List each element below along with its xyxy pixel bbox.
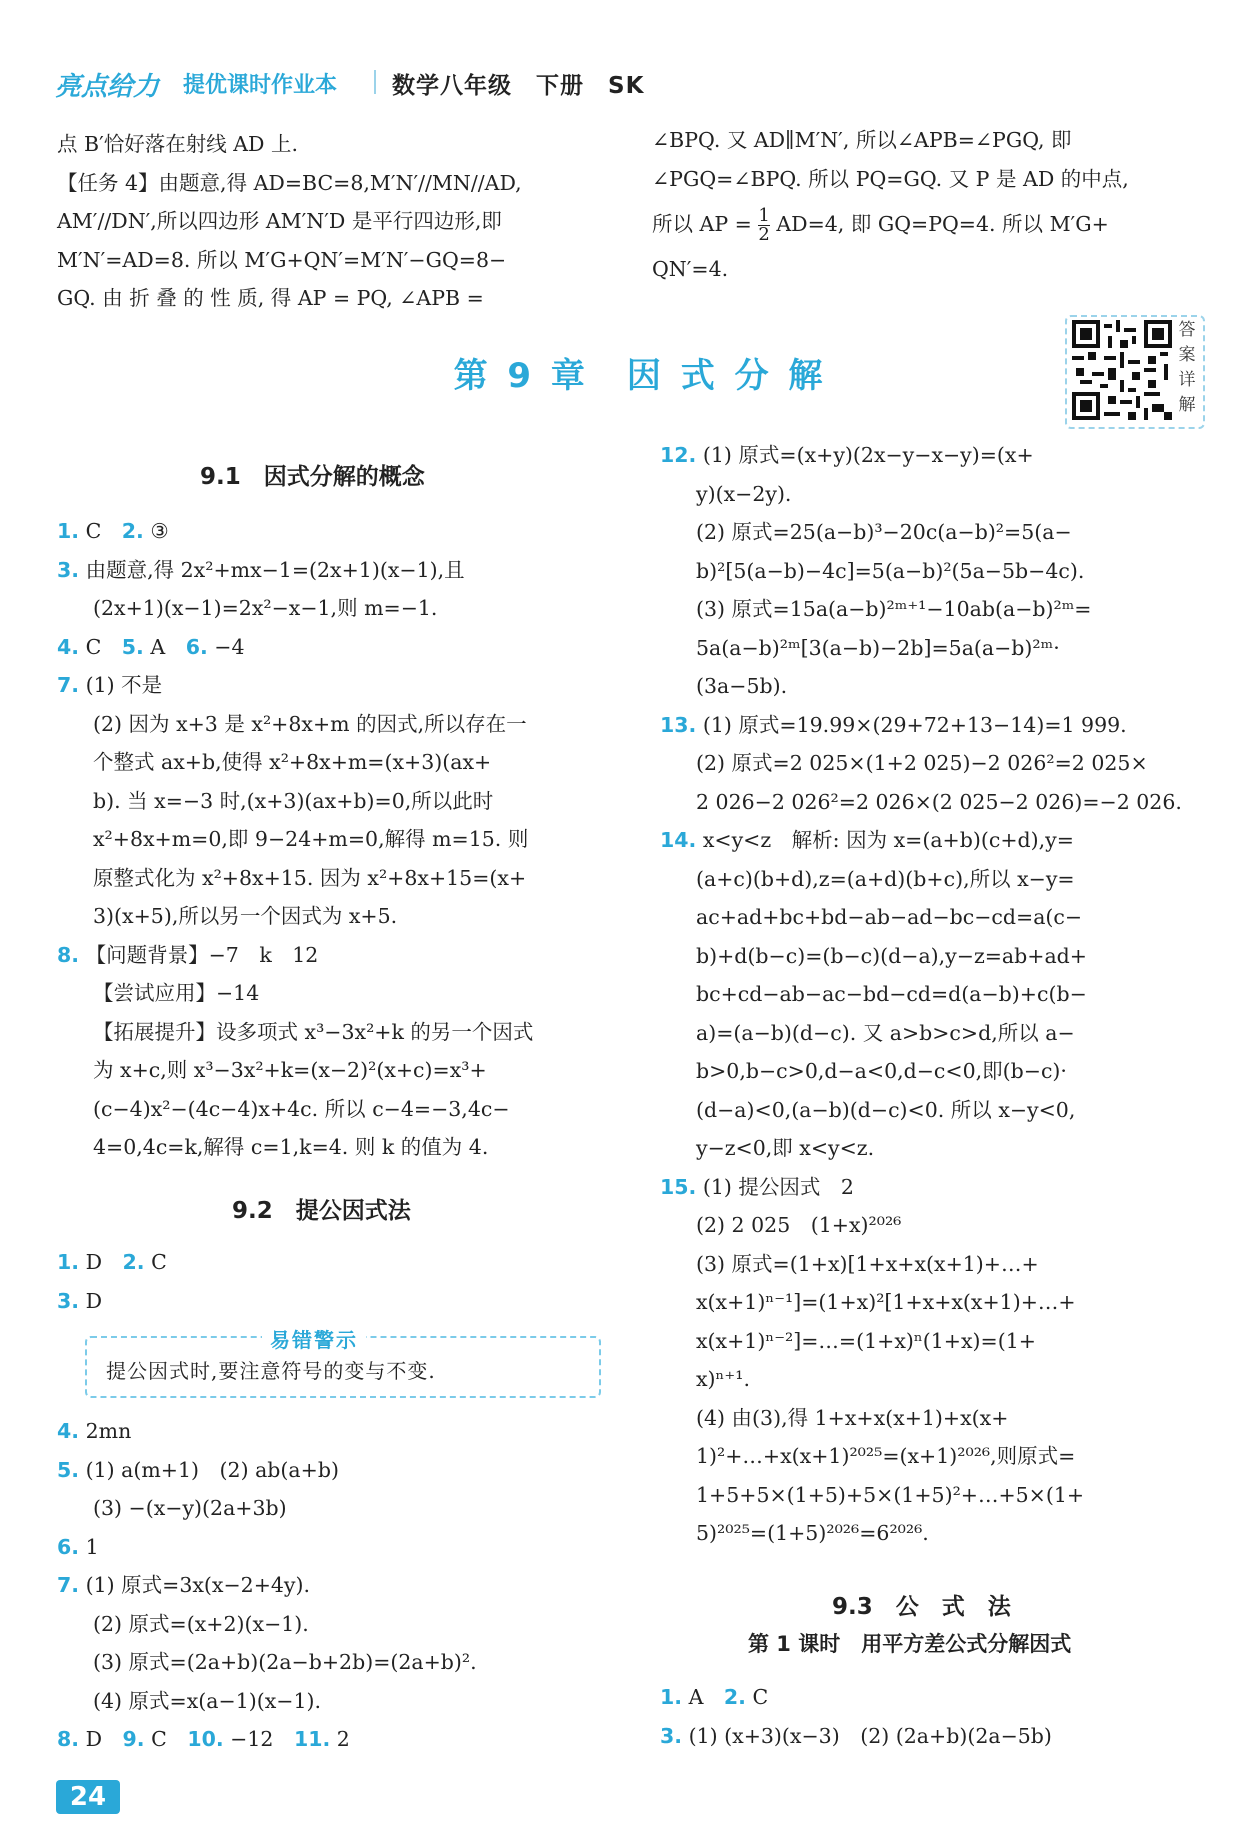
answer-text: −12 <box>230 1727 294 1751</box>
text-line: M′N′=AD=8. 所以 M′G+QN′=M′N′−GQ=8− <box>57 247 507 272</box>
answer-text: C <box>151 1250 167 1274</box>
answer-line: (3a−5b). <box>696 674 788 698</box>
answer-line: (2) 原式=25(a−b)³−20c(a−b)²=5(a− <box>696 520 1072 544</box>
question-number: 3. <box>57 557 80 582</box>
answer-text: C <box>85 634 122 659</box>
answer-line <box>660 1168 1220 1207</box>
question-number: 15. <box>660 1174 697 1199</box>
section-title-9-1: 9.1 因式分解的概念 <box>200 464 425 490</box>
warning-text: 提公因式时,要注意符号的变与不变. <box>106 1359 436 1383</box>
answer-line: x(x+1)ⁿ⁻¹]=(1+x)²[1+x+x(x+1)+…+ <box>696 1290 1076 1314</box>
question-number: 13. <box>660 712 697 737</box>
answer-line <box>57 936 617 975</box>
question-number: 5. <box>57 1457 80 1482</box>
answer-line: (2x+1)(x−1)=2x²−x−1,则 m=−1. <box>93 596 438 620</box>
answer-line: 个整式 ax+b,使得 x²+8x+m=(x+3)(ax+ <box>93 750 492 774</box>
question-number: 6. <box>185 634 208 659</box>
question-number: 2. <box>122 1250 145 1274</box>
answer-line: 原整式化为 x²+8x+15. 因为 x²+8x+15=(x+ <box>93 865 527 890</box>
answer-line <box>57 666 617 705</box>
question-number: 4. <box>57 634 80 659</box>
answer-line: b). 当 x=−3 时,(x+3)(ax+b)=0,所以此时 <box>93 788 494 813</box>
page-number: 24 <box>56 1780 120 1814</box>
qr-caption-char: 答 <box>1178 320 1196 340</box>
section-title-9-2: 9.2 提公因式法 <box>232 1198 411 1224</box>
answer-text: 1 <box>85 1534 99 1559</box>
top-left-text <box>57 125 617 318</box>
answer-line <box>660 1678 1220 1717</box>
text-line: 【任务 4】由题意,得 AD=BC=8,M′N′//MN//AD, <box>57 170 522 195</box>
text-line: QN′=4. <box>652 257 729 281</box>
question-number: 7. <box>57 1573 80 1597</box>
section-title-9-3: 9.3 公 式 法 <box>832 1594 1011 1620</box>
right-column-answers <box>660 436 1220 1553</box>
brand-logo: 亮点给力 <box>55 72 160 102</box>
qr-code-icon[interactable] <box>1072 320 1172 420</box>
answer-line: 4=0,4c=k,解得 c=1,k=4. 则 k 的值为 4. <box>93 1135 489 1159</box>
text-part: AD=4, 即 GQ=PQ=4. 所以 M′G+ <box>776 212 1109 236</box>
answer-line: 【尝试应用】−14 <box>93 981 260 1005</box>
text-line <box>652 198 1212 250</box>
answer-text: C <box>151 1727 188 1751</box>
answer-line: 1)²+…+x(x+1)²⁰²⁵=(x+1)²⁰²⁶,则原式= <box>696 1444 1076 1468</box>
answer-line: b>0,b−c>0,d−a<0,d−c<0,即(b−c)· <box>696 1059 1067 1083</box>
answer-line: 2 026−2 026²=2 026×(2 025−2 026)=−2 026. <box>696 789 1182 814</box>
answer-text: ③ <box>150 519 169 543</box>
qr-caption <box>1176 318 1198 418</box>
section-9-1-answers <box>57 512 617 1167</box>
answer-line: (3) 原式=15a(a−b)²ᵐ⁺¹−10ab(a−b)²ᵐ= <box>696 597 1092 621</box>
answer-line <box>57 628 617 667</box>
answer-line <box>660 1717 1220 1756</box>
answer-line <box>660 706 1220 745</box>
question-number: 1. <box>57 1250 80 1274</box>
question-number: 7. <box>57 673 80 697</box>
fraction-denominator: 2 <box>758 224 770 245</box>
question-number: 2. <box>723 1685 746 1709</box>
answer-line: (3) 原式=(2a+b)(2a−b+2b)=(2a+b)². <box>93 1650 477 1674</box>
answer-line <box>57 551 617 590</box>
answer-text: A <box>150 634 186 659</box>
answer-text: (1) 不是 <box>85 673 163 697</box>
answer-line: y)(x−2y). <box>696 481 792 506</box>
answer-text: 2 <box>336 1727 350 1751</box>
header-divider <box>374 70 376 94</box>
answer-line <box>57 1412 617 1451</box>
text-line: ∠BPQ. 又 AD∥M′N′, 所以∠APB=∠PGQ, 即 <box>652 128 1072 152</box>
answer-text: (1) a(m+1) (2) ab(a+b) <box>85 1457 339 1482</box>
section-9-2-answers-b <box>57 1412 617 1759</box>
question-number: 9. <box>122 1727 145 1751</box>
answer-line <box>57 1282 617 1321</box>
answer-text: 2mn <box>85 1419 132 1443</box>
answer-line <box>57 1566 617 1605</box>
text-part: 所以 AP = <box>652 212 752 236</box>
answer-text: (1) 原式=19.99×(29+72+13−14)=1 999. <box>702 712 1127 737</box>
top-right-text <box>652 121 1212 289</box>
answer-line: (a+c)(b+d),z=(a+d)(b+c),所以 x−y= <box>696 866 1075 891</box>
answer-line: y−z<0,即 x<y<z. <box>696 1136 875 1160</box>
answer-line: (2) 因为 x+3 是 x²+8x+m 的因式,所以存在一 <box>93 711 527 736</box>
question-number: 11. <box>293 1727 331 1751</box>
question-number: 1. <box>57 519 80 543</box>
answer-text: (1) 原式=3x(x−2+4y). <box>85 1573 311 1597</box>
qr-caption-char: 解 <box>1178 395 1196 415</box>
answer-text: D <box>85 1288 103 1313</box>
answer-line: 5a(a−b)²ᵐ[3(a−b)−2b]=5a(a−b)²ᵐ· <box>696 635 1060 660</box>
answer-line: (2) 原式=2 025×(1+2 025)−2 026²=2 025× <box>696 751 1148 775</box>
text-line: AM′//DN′,所以四边形 AM′N′D 是平行四边形,即 <box>57 209 502 233</box>
answer-text: −4 <box>214 634 245 659</box>
answer-line: 3)(x+5),所以另一个因式为 x+5. <box>93 904 398 928</box>
chapter-title: 第 9 章 因 式 分 解 <box>453 356 827 396</box>
answer-text: (1) (x+3)(x−3) (2) (2a+b)(2a−5b) <box>688 1723 1052 1748</box>
answer-line <box>57 1243 617 1282</box>
answer-text: C <box>752 1685 769 1709</box>
answer-text: (1) 提公因式 2 <box>702 1174 854 1199</box>
answer-line <box>57 1720 617 1759</box>
fraction <box>758 207 769 244</box>
answer-line <box>57 1528 617 1567</box>
qr-caption-char: 案 <box>1178 345 1196 365</box>
answer-line: (2) 原式=(x+2)(x−1). <box>93 1611 309 1636</box>
answer-line <box>57 512 617 551</box>
question-number: 2. <box>121 519 144 543</box>
qr-caption-char: 详 <box>1178 370 1196 390</box>
answer-line: (3) −(x−y)(2a+3b) <box>93 1496 287 1520</box>
question-number: 5. <box>121 634 144 659</box>
answer-text: D <box>85 1250 123 1274</box>
answer-line: bc+cd−ab−ac−bd−cd=d(a−b)+c(b− <box>696 982 1087 1006</box>
answer-line: a)=(a−b)(d−c). 又 a>b>c>d,所以 a− <box>696 1020 1075 1045</box>
question-number: 6. <box>57 1534 80 1559</box>
text-line: 点 B′恰好落在射线 AD 上. <box>57 132 299 156</box>
text-line: ∠PGQ=∠BPQ. 所以 PQ=GQ. 又 P 是 AD 的中点, <box>652 166 1129 191</box>
question-number: 3. <box>57 1288 80 1313</box>
text-line: GQ. 由 折 叠 的 性 质, 得 AP = PQ, ∠APB = <box>57 286 484 310</box>
question-number: 1. <box>660 1685 683 1709</box>
warning-title: 易错警示 <box>262 1324 366 1353</box>
answer-line: x)ⁿ⁺¹. <box>696 1367 750 1391</box>
answer-line: 1+5+5×(1+5)+5×(1+5)²+…+5×(1+ <box>696 1482 1085 1507</box>
answer-line: 为 x+c,则 x³−3x²+k=(x−2)²(x+c)=x³+ <box>93 1058 487 1082</box>
answer-line <box>660 436 1220 475</box>
answer-line: (3) 原式=(1+x)[1+x+x(x+1)+…+ <box>696 1251 1039 1276</box>
answer-line: (4) 原式=x(a−1)(x−1). <box>93 1688 322 1713</box>
book-subtitle: 提优课时作业本 <box>183 73 338 98</box>
question-number: 10. <box>187 1727 224 1751</box>
answer-line: (4) 由(3),得 1+x+x(x+1)+x(x+ <box>696 1405 1009 1430</box>
answer-line: ac+ad+bc+bd−ab−ad−bc−cd=a(c− <box>696 905 1083 929</box>
answer-line: (2) 2 025 (1+x)²⁰²⁶ <box>696 1213 902 1237</box>
answer-text: D <box>85 1727 123 1751</box>
fraction-numerator: 1 <box>758 205 770 226</box>
answer-line: b)+d(b−c)=(b−c)(d−a),y−z=ab+ad+ <box>696 943 1087 968</box>
lesson-title: 第 1 课时 用平方差公式分解因式 <box>748 1632 1072 1656</box>
answer-text: C <box>85 519 122 543</box>
section-9-3-answers <box>660 1678 1220 1755</box>
answer-text: 由题意,得 2x²+mx−1=(2x+1)(x−1),且 <box>85 557 465 582</box>
answer-text: x<y<z 解析: 因为 x=(a+b)(c+d),y= <box>702 828 1074 852</box>
answer-line: 【拓展提升】设多项式 x³−3x²+k 的另一个因式 <box>93 1019 534 1044</box>
question-number: 8. <box>57 1727 80 1751</box>
answer-line <box>57 1451 617 1490</box>
question-number: 8. <box>57 942 80 967</box>
subject-label: 数学八年级 下册 SK <box>392 73 645 99</box>
answer-line: (d−a)<0,(a−b)(d−c)<0. 所以 x−y<0, <box>696 1097 1076 1122</box>
answer-line: 5)²⁰²⁵=(1+5)²⁰²⁶=6²⁰²⁶. <box>696 1521 929 1545</box>
answer-line: b)²[5(a−b)−4c]=5(a−b)²(5a−5b−4c). <box>696 558 1085 583</box>
answer-text: A <box>688 1685 724 1709</box>
answer-text: (1) 原式=(x+y)(2x−y−x−y)=(x+ <box>702 443 1034 467</box>
section-9-2-answers-a <box>57 1243 617 1320</box>
question-number: 3. <box>660 1723 683 1748</box>
question-number: 14. <box>660 828 697 852</box>
answer-line: (c−4)x²−(4c−4)x+4c. 所以 c−4=−3,4c− <box>93 1096 510 1121</box>
answer-line: x(x+1)ⁿ⁻²]=…=(1+x)ⁿ(1+x)=(1+ <box>696 1328 1036 1353</box>
answer-line <box>660 821 1220 860</box>
answer-line: x²+8x+m=0,即 9−24+m=0,解得 m=15. 则 <box>93 827 529 851</box>
question-number: 4. <box>57 1419 80 1443</box>
answer-text: 【问题背景】−7 k 12 <box>85 942 319 967</box>
question-number: 12. <box>660 443 697 467</box>
